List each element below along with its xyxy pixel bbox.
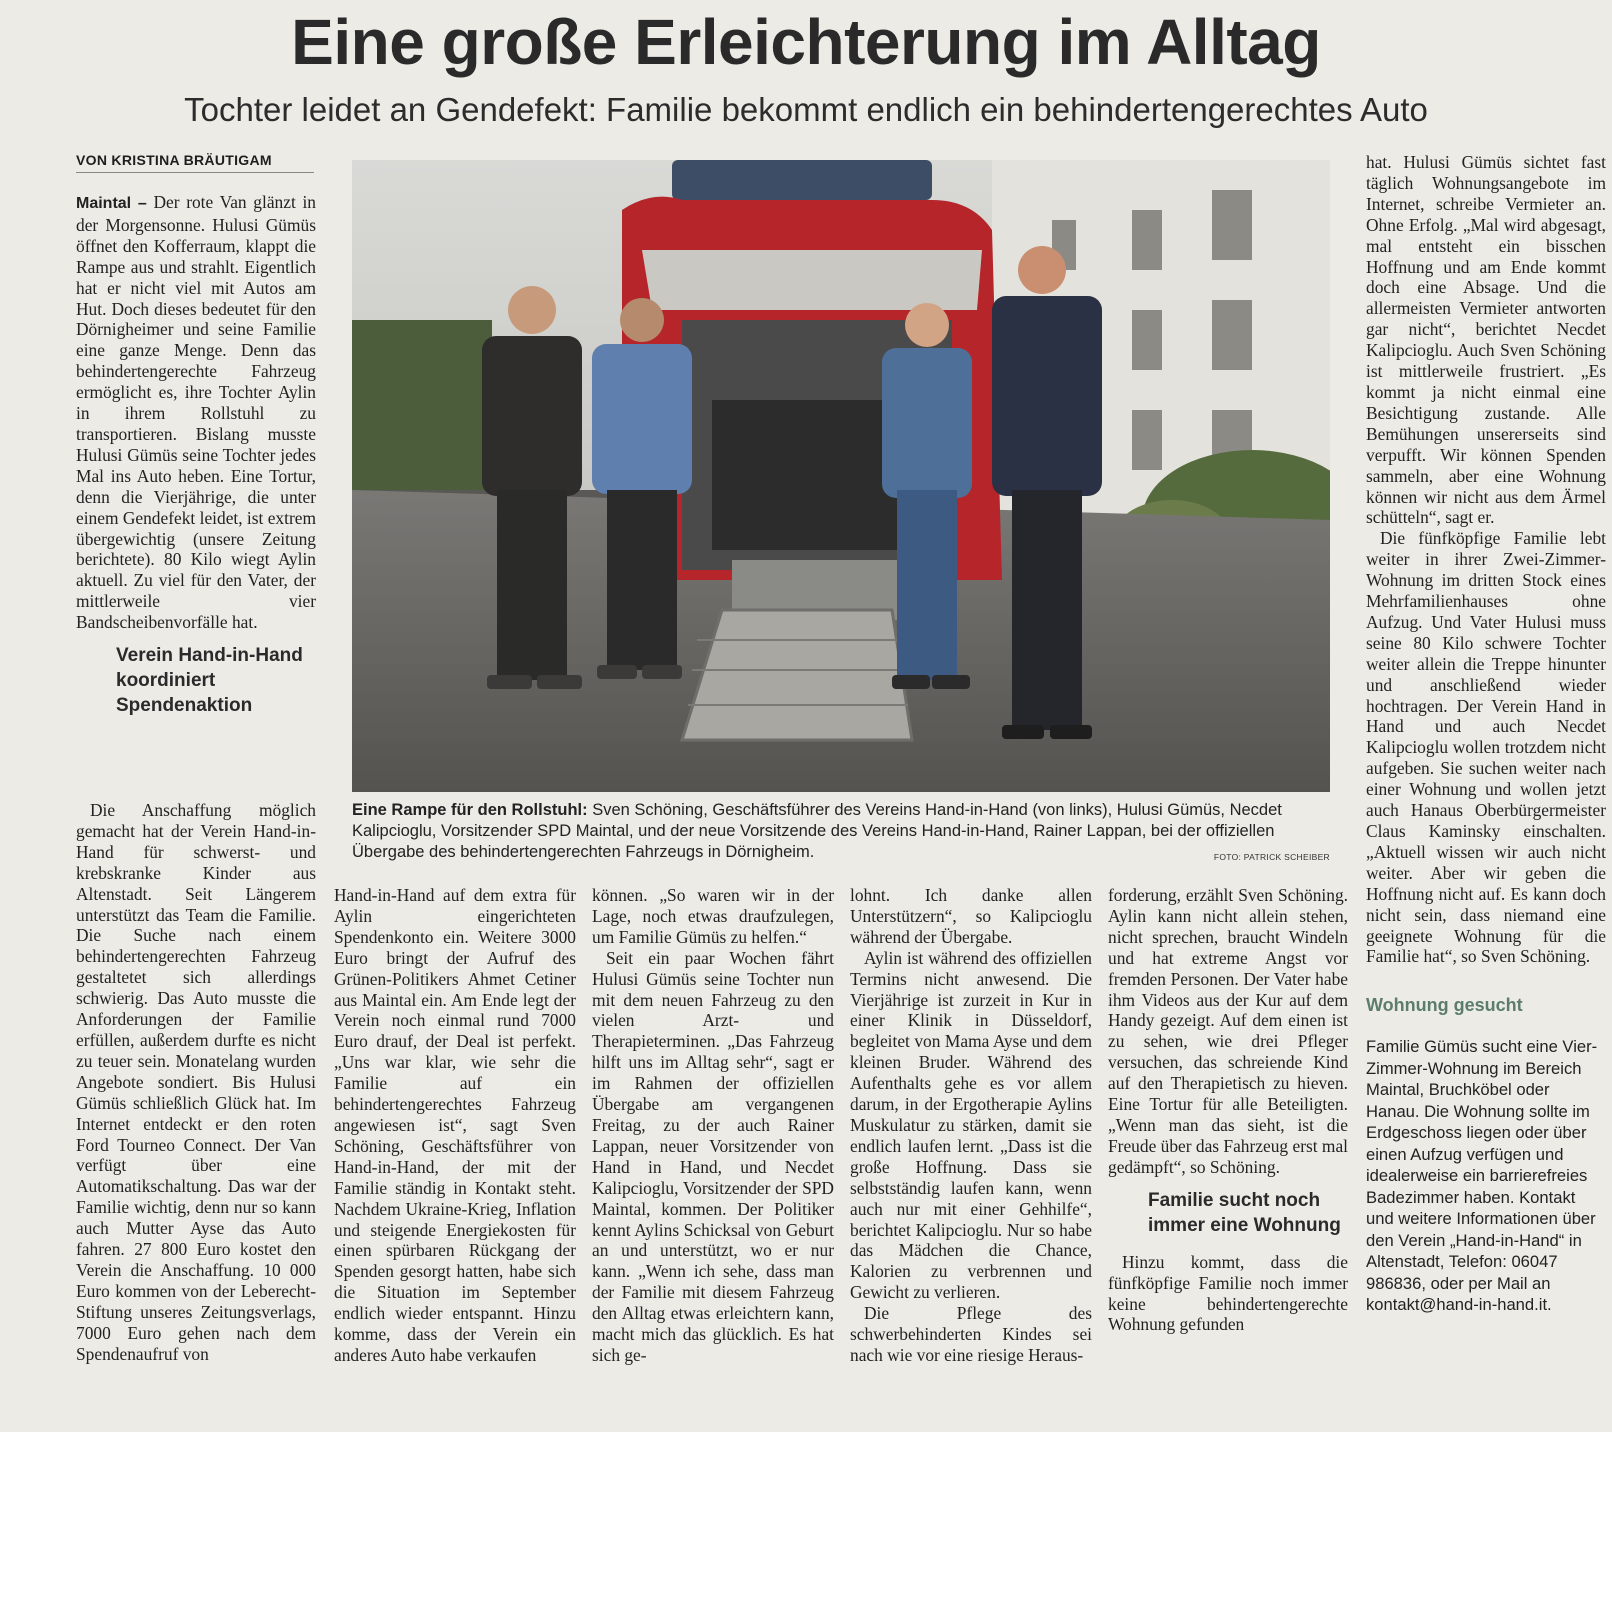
infobox-title: Wohnung gesucht bbox=[1366, 995, 1523, 1016]
column-4 bbox=[850, 885, 1092, 1366]
paragraph: forderung, erzählt Sven Schöning. Aylin kann nicht allein stehen, nicht sprechen, braucht Windeln und hat extreme Angst vor fremden Personen. Der Vater habe ihm Videos aus der Kur auf dem Handy gezeigt. Auf dem einen ist zu sehen, wie drei Pfleger versuchen, das schreiende Kind auf den Therapietisch zu hieven. Eine Tortur für alle Beteiligten. „Wenn man das sieht, ist die Freude über das Fahrzeug erst mal gedämpft“, so Schöning. bbox=[1108, 885, 1349, 1177]
paragraph: können. „So waren wir in der Lage, noch etwas draufzulegen, um Familie Gümüs zu helfen.“ bbox=[592, 885, 834, 947]
paragraph: Seit ein paar Wochen fährt Hulusi Gümüs seine Tochter nun mit dem neuen Fahrzeug zu den vielen Arzt- und Therapieterminen. „Das Fahrzeug hilft uns im Alltag sehr“, sagt er im Rahmen der offiziellen Übergabe am vergangenen Freitag, zu der auch Rainer Lappan, neuer Vorsitzender von Hand in Hand, und Necdet Kalipcioglu, Vorsitzender der SPD Maintal, kommen. Der Politiker kennt Aylins Schicksal von Geburt an und unterstützt, wo er nur kann. „Wenn ich sehe, dass man der Familie mit diesem Fahrzeug den Alltag etwas erleichtern kann, macht mich das glücklich. Es hat sich ge- bbox=[592, 947, 834, 1365]
person-2 bbox=[592, 298, 692, 679]
photo-van-handover bbox=[352, 160, 1330, 792]
person-1 bbox=[482, 286, 582, 689]
subheadline: Tochter leidet an Gendefekt: Familie bekommt endlich ein behindertengerechtes Auto bbox=[184, 91, 1428, 128]
caption-text: Sven Schöning, Geschäftsführer des Vereins Hand-in-Hand (von links), Hulusi Gümüs, Necdet Kalipcioglu, Vorsitzender SPD Maintal, und der neue Vorsitzende des Vereins Hand-in-Hand, Rainer Lappan, bei der offiziellen Übergabe des behindertengerechten Fahrzeugs in Dörnigheim. bbox=[352, 801, 1282, 861]
paragraph: Aylin ist während des offiziellen Termins nicht anwesend. Die Vierjährige ist zurzeit in Kur in einer Klinik in Düsseldorf, begleitet von Mama Ayse und dem kleinen Bruder. Während des Aufenthalts gehe es vor allem darum, in der Ergotherapie Aylins Muskulatur zu stärken, damit sie endlich laufen lernt. „Dass ist die große Hoffnung. Dass sie selbstständig laufen kann, wenn auch nur mit einer Gehhilfe“, berichtet Kalipcioglu. Nur so habe das Mädchen die Chance, Kalorien zu verbrennen und Gewicht zu verlieren. bbox=[850, 947, 1092, 1303]
paragraph: Hand-in-Hand auf dem extra für Aylin eingerichteten Spendenkonto ein. Weitere 3000 Euro bringt der Aufruf des Grünen-Politikers Ahmet Cetiner aus Maintal ein. Am Ende legt der Verein noch einmal rund 7000 Euro drauf, der Deal ist perfekt. „Uns war klar, wie sehr die Familie auf ein behindertengerechtes Fahrzeug angewiesen ist“, sagt Sven Schöning, Geschäftsführer von Hand-in-Hand, der mit der Familie ständig in Kontakt steht. Nachdem Ukraine-Krieg, Inflation und steigende Energiekosten für einen spürbaren Rückgang der Spenden gesorgt hatten, habe sich die Situation im September endlich wieder entspannt. Hinzu komme, dass der Verein ein anderes Auto habe verkaufen bbox=[334, 885, 576, 1365]
column-1-top bbox=[76, 192, 316, 732]
paragraph: lohnt. Ich danke allen Unterstützern“, so Kalipcioglu während der Übergabe. bbox=[850, 885, 1092, 947]
lead-paragraph bbox=[76, 192, 316, 633]
paragraph: Hinzu kommt, dass die fünfköpfige Familie noch immer keine behindertengerechte Wohnung gefunden bbox=[1108, 1251, 1348, 1335]
column-1-bottom bbox=[76, 800, 316, 1364]
photo-credit: FOTO: PATRICK SCHEIBER bbox=[1213, 852, 1330, 862]
dateline: Maintal – bbox=[76, 195, 147, 212]
headline: Eine große Erleichterung im Alltag bbox=[291, 6, 1321, 78]
paragraph: Die Anschaffung möglich gemacht hat der Verein Hand-in-Hand für schwerst- und krebskranke Kinder aus Altenstadt. Seit Längerem unterstützt das Team die Familie. Die Suche nach einem behindertengerechten Fahrzeug gestaltetet sich allerdings schwierig. Das Auto musste die Anforderungen der Familie erfüllen, außerdem durfte es nicht zu teuer sein. Monatelang wurden Angebote sondiert. Bis Hulusi Gümüs schließlich Glück hat. Im Internet entdeckt er den roten Ford Tourneo Connect. Der Van verfügt über eine Automatikschaltung. Das war der Familie wichtig, denn nur so kann auch Mutter Ayse das Auto fahren. 27 800 Euro kostet den Verein die Anschaffung. 10 000 Euro kommen von der Leberecht-Stiftung unseres Zeitungsverlags, 7000 Euro gehen nach dem Spendenaufruf von bbox=[76, 800, 316, 1364]
photo-caption bbox=[352, 800, 1330, 863]
article-photo bbox=[352, 160, 1330, 792]
paragraph-text: Der rote Van glänzt in der Morgensonne. Hulusi Gümüs öffnet den Kofferraum, klappt die Rampe aus und strahlt. Eigentlich hat er nicht viel mit Autos am Hut. Doch dieses bedeutet für den Dörnigheimer und seine Familie eine ganze Menge. Denn das behindertengerechte Fahrzeug ermöglicht es, ihre Tochter Aylin in ihrem Rollstuhl zu transportieren. Bislang musste Hulusi Gümüs seine Tochter jedes Mal ins Auto heben. Eine Tortur, denn die Vierjährige, die unter einem Gendefekt leidet, ist extrem übergewichtig (unsere Zeitung berichtete). 80 Kilo wiegt Aylin aktuell. Zu viel für den Vater, der mittlerweile vier Bandscheibenvorfälle hat. bbox=[76, 192, 316, 633]
byline: VON KRISTINA BRÄUTIGAM bbox=[76, 152, 314, 173]
paragraph: Die fünfköpfige Familie lebt weiter in ihrer Zwei-Zimmer-Wohnung im dritten Stock eines Mehrfamilienhauses ohne Aufzug. Und Vater Hulusi muss seine 80 Kilo schwere Tochter weiter allein die Treppe hinunter und anschließend wieder hochtragen. Der Verein Hand in Hand und auch Necdet Kalipcioglu wollen trotzdem nicht aufgeben. Sie suchen weiter nach einer Wohnung und wollen jetzt auch Hanaus Oberbürgermeister Claus Kaminsky einschalten. „Aktuell wissen wir auch nicht weiter. Aber wir geben die Hoffnung nicht auf. Es kann doch nicht sein, dass niemand eine geeignete Wohnung für die Familie hat“, so Sven Schöning. bbox=[1366, 528, 1606, 967]
subhead-wohnung: Familie sucht noch immer eine Wohnung bbox=[1148, 1189, 1341, 1236]
column-2 bbox=[334, 885, 576, 1366]
subhead-verein: Verein Hand-in-Hand koordiniert Spendenaktion bbox=[116, 645, 303, 717]
infobox-text: Familie Gümüs sucht eine Vier-Zimmer-Wohnung im Bereich Maintal, Bruchköbel oder Hanau. Die Wohnung sollte im Erdgeschoss liegen oder über einen Aufzug verfügen und idealerweise ein barrierefreies Badezimmer haben. Kontakt und weitere Informationen über den Verein „Hand-in-Hand“ in Altenstadt, Telefon: 06047 986836, oder per Mail an kontakt@hand-in-hand.it. bbox=[1366, 1037, 1598, 1315]
paragraph: hat. Hulusi Gümüs sichtet fast täglich Wohnungsangebote im Internet, schreibe Vermieter an. Ohne Erfolg. „Mal wird abgesagt, mal entsteht ein bisschen Hoffnung und am Ende kommt doch eine Absage. Und die allermeisten Vermieter antworten gar nicht“, berichtet Necdet Kalipcioglu. Auch Sven Schöning ist mittlerweile frustriert. „Es kommt ja nicht einmal eine Besichtigung zustande. Alle Bemühungen unsererseits sind verpufft. Wir können Spenden sammeln, aber eine Wohnung können wir nicht aus dem Ärmel schütteln“, sagt er. bbox=[1366, 152, 1606, 528]
paragraph: Die Pflege des schwerbehinderten Kindes sei nach wie vor eine riesige Heraus- bbox=[850, 1303, 1092, 1365]
caption-lead: Eine Rampe für den Rollstuhl: bbox=[352, 801, 588, 819]
column-5 bbox=[1108, 885, 1348, 1335]
column-6 bbox=[1366, 152, 1606, 1316]
column-3 bbox=[592, 885, 834, 1366]
